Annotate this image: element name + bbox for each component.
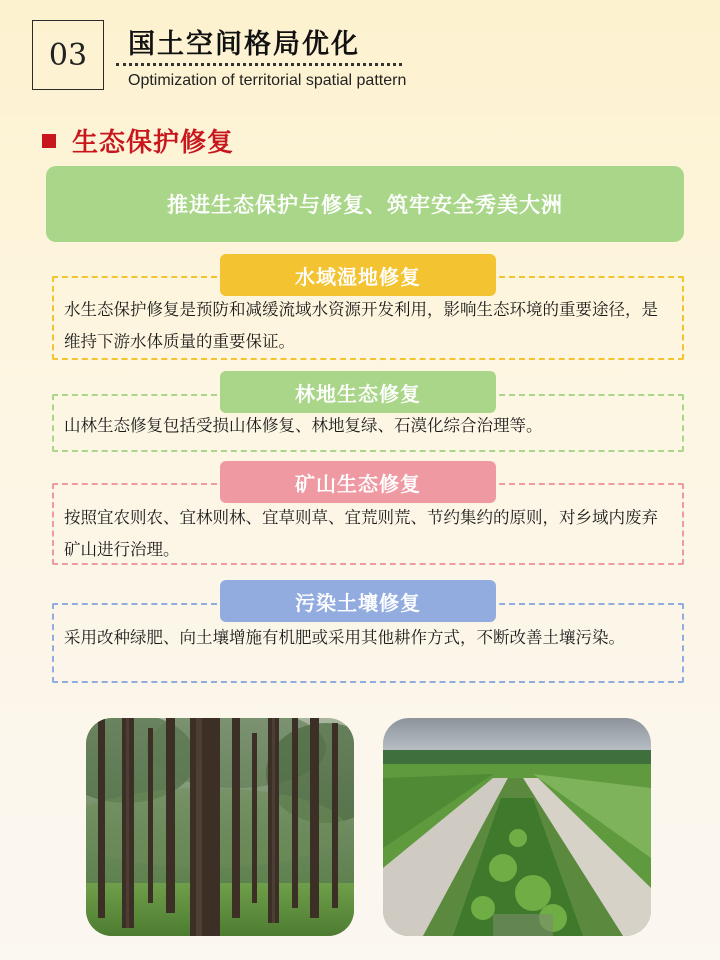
card-forest-label: 林地生态修复 [220,371,496,413]
section-title: 生态保护修复 [72,128,235,158]
title-dotted-divider [116,63,402,66]
wetland-channel-photo [383,718,651,936]
card-mine-label: 矿山生态修复 [220,461,496,503]
section-number-box [32,20,104,90]
card-soil-body: 采用改种绿肥、向土壤增施有机肥或采用其他耕作方式，不断改善土壤污染。 [64,628,625,647]
theme-banner: 推进生态保护与修复、筑牢安全秀美大洲 [46,166,684,242]
card-mine-body: 按照宜农则农、宜林则林、宜草则草、宜荒则荒、节约集约的原则，对乡域内废弃矿山进行治理。 [64,508,658,559]
card-soil-label: 污染土壤修复 [220,580,496,622]
page-title: 国土空间格局优化 [128,29,360,60]
card-water-wetland-body: 水生态保护修复是预防和减缓流域水资源开发利用，影响生态环境的重要途径，是维持下游水体质量的重要保证。 [64,300,658,351]
red-square-bullet-icon [42,134,56,148]
section-number: 03 [48,37,88,73]
card-water-wetland-label: 水域湿地修复 [220,254,496,296]
page-subtitle-english: Optimization of territorial spatial pattern [128,72,407,89]
card-forest-body: 山林生态修复包括受损山体修复、林地复绿、石漠化综合治理等。 [64,416,543,435]
section-heading [42,122,234,159]
forest-photo [86,718,354,936]
